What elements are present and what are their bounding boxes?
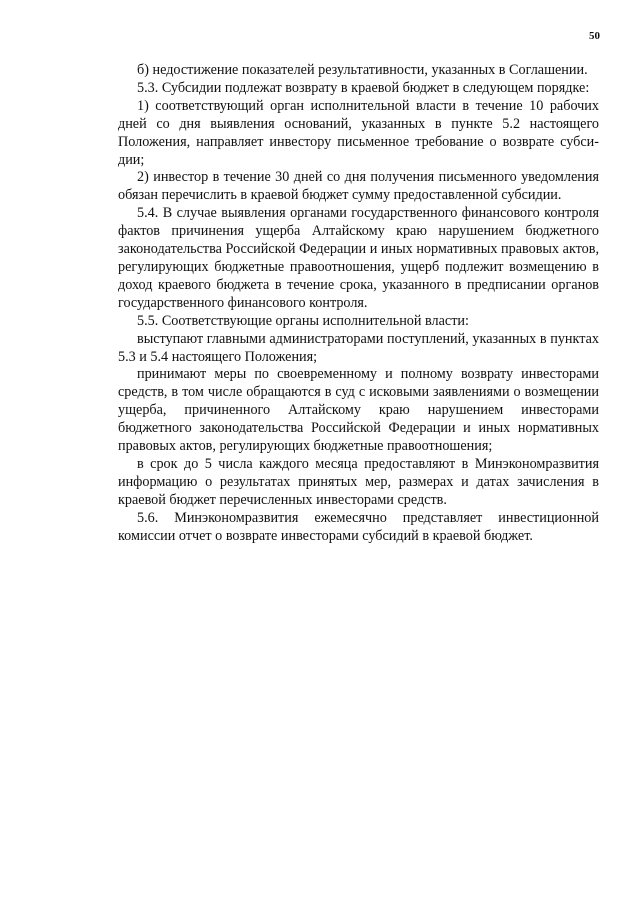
paragraph-5-3-2: 2) инвестор в течение 30 дней со дня получения письменного уведомления обязан перечислить в краевой бюджет сумму предоставленной субсидии. [118, 169, 599, 204]
paragraph-5-2-b: б) недостижение показателей результативности, указанных в Соглашении. [137, 62, 588, 78]
paragraph-5-5: 5.5. Соответствующие органы исполнительной власти: [137, 312, 469, 329]
paragraph-5-6: 5.6. Минэкономразвития ежемесячно представляет инвестиционной комиссии отчет о возврате инвесторами субсидий в краевой бюджет. [118, 509, 599, 544]
paragraph-5-5-item-2: принимают меры по своевременному и полному возврату инвесторами средств, в том числе обращаются в суд с исковыми заявлениями о возмещении ущерба, причиненного Алтайскому краю нарушением инвесторами бюджетного законодательства Российской Федерации и иных нормативных правовых актов, регулирующих бюджетные правоотношения; [118, 366, 599, 455]
paragraph-5-4: 5.4. В случае выявления органами государственного финансового контроля фактов причинения ущерба Алтайскому краю нарушением бюджетного законодательства Российской Федерации и иных нормативных правовых актов, регулирующих бюджетные правоотношения, ущерб подлежит возмещению в доход краевого бюджета в течение срока, указанного в предписании органов государственного финансового контроля. [118, 205, 599, 311]
paragraph-5-3-1: 1) соответствующий орган исполнительной власти в течение 10 рабочих дней со дня выявления оснований, указанных в пункте 5.2 настоящего Положения, направляет инвестору письменное требование о возврате субсидии; [118, 97, 599, 168]
paragraph-5-5-item-1: выступают главными администраторами поступлений, указанных в пунктах 5.3 и 5.4 настоящего Положения; [118, 330, 599, 365]
document-body [118, 62, 599, 545]
page-number: 50 [589, 30, 600, 42]
paragraph-5-3: 5.3. Субсидии подлежат возврату в краевой бюджет в следующем порядке: [137, 79, 590, 96]
paragraph-5-5-item-3: в срок до 5 числа каждого месяца предоставляют в Минэкономразвития информацию о результатах принятых мер, размерах и датах зачисления в краевой бюджет перечисленных инвесторами средств. [118, 455, 599, 508]
